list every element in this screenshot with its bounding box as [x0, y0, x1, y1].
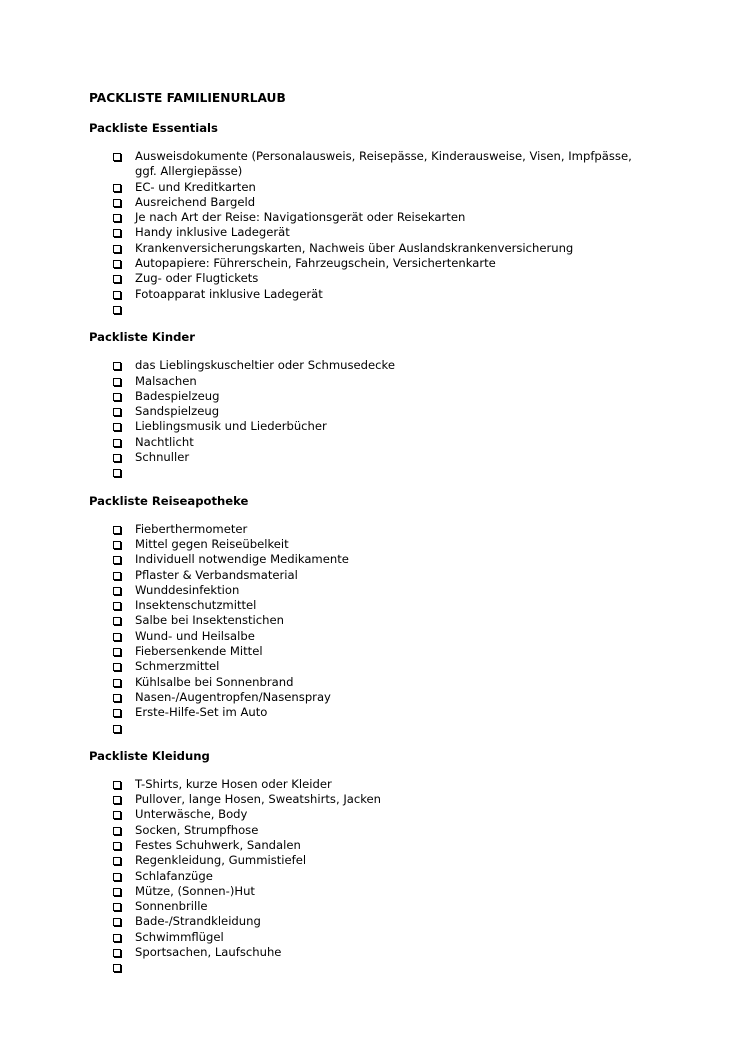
checklist-item-label: Wund- und Heilsalbe [135, 628, 255, 643]
checkbox-icon[interactable] [113, 526, 121, 534]
checklist-item [135, 225, 649, 240]
checkbox-icon[interactable] [113, 709, 121, 717]
checklist-item [135, 659, 649, 674]
checkbox-icon[interactable] [113, 229, 121, 237]
checklist-item-label: EC- und Kreditkarten [135, 179, 256, 194]
checkbox-icon[interactable] [113, 781, 121, 789]
checkbox-icon[interactable] [113, 694, 121, 702]
checklist-item [135, 690, 649, 705]
checkbox-icon[interactable] [113, 648, 121, 656]
checkbox-icon[interactable] [113, 903, 121, 911]
checklist [89, 522, 649, 736]
checkbox-icon[interactable] [113, 827, 121, 835]
section-title: Packliste Kinder [89, 330, 195, 345]
checklist-item-label: Pflaster & Verbandsmaterial [135, 567, 298, 582]
checklist-item-label [135, 465, 139, 479]
checkbox-icon[interactable] [113, 602, 121, 610]
section [89, 120, 649, 317]
checklist [89, 149, 649, 317]
checkbox-icon[interactable] [113, 873, 121, 881]
checklist-item [135, 675, 649, 690]
checklist-item-label: Autopapiere: Führerschein, Fahrzeugschein, Versichertenkarte [135, 256, 496, 271]
checklist-item-label: Lieblingsmusik und Liederbücher [135, 419, 327, 434]
checklist-item-label: Schwimmflügel [135, 929, 224, 944]
checkbox-icon[interactable] [113, 469, 121, 477]
checkbox-icon[interactable] [113, 842, 121, 850]
checklist-item [135, 807, 649, 822]
checklist-item [135, 792, 649, 807]
checklist-item [135, 180, 649, 195]
document-title: PACKLISTE FAMILIENURLAUB [89, 91, 286, 105]
checkbox-icon[interactable] [113, 949, 121, 957]
checklist-item [135, 256, 649, 271]
checklist-item [135, 210, 649, 225]
section-title: Packliste Reiseapotheke [89, 493, 249, 508]
checklist-item [135, 613, 649, 628]
checklist-item-label: Nachtlicht [135, 434, 194, 449]
checkbox-icon[interactable] [113, 362, 121, 370]
checkbox-icon[interactable] [113, 617, 121, 625]
checklist-item [135, 583, 649, 598]
checklist-item-label: Socken, Strumpfhose [135, 822, 259, 837]
checklist-item [135, 568, 649, 583]
checkbox-icon[interactable] [113, 260, 121, 268]
checkbox-icon[interactable] [113, 934, 121, 942]
checklist-item-label: Mittel gegen Reiseübelkeit [135, 536, 289, 551]
checkbox-icon[interactable] [113, 541, 121, 549]
checklist [89, 777, 649, 976]
checkbox-icon[interactable] [113, 214, 121, 222]
checklist-item [135, 914, 649, 929]
checklist-item-label: Ausreichend Bargeld [135, 194, 256, 209]
checklist-item [135, 537, 649, 552]
checklist-item [135, 945, 649, 960]
document-page [89, 90, 649, 988]
checklist-item [135, 930, 649, 945]
checklist-item [135, 869, 649, 884]
checkbox-icon[interactable] [113, 393, 121, 401]
checklist-item-label: Bade-/Strandkleidung [135, 914, 261, 929]
checkbox-icon[interactable] [113, 199, 121, 207]
checklist-item [135, 389, 649, 404]
checklist-item-label: Schnuller [135, 450, 190, 465]
checklist-item [135, 629, 649, 644]
checklist-item [135, 465, 649, 480]
checklist-item-label: Individuell notwendige Medikamente [135, 552, 349, 567]
checkbox-icon[interactable] [113, 888, 121, 896]
checklist-item-label: Fieberthermometer [135, 521, 248, 536]
checklist-item-label: das Lieblingskuscheltier oder Schmusedecke [135, 358, 395, 373]
checklist-item [135, 705, 649, 720]
checklist-item-label [135, 721, 139, 735]
checklist-item [135, 838, 649, 853]
sections-container [89, 120, 649, 976]
checklist-item-label: Regenkleidung, Gummistiefel [135, 853, 307, 868]
checklist-item [135, 195, 649, 210]
checklist-item-label: Handy inklusive Ladegerät [135, 225, 290, 240]
checkbox-icon[interactable] [113, 556, 121, 564]
checkbox-icon[interactable] [113, 587, 121, 595]
checklist-item-label [135, 960, 139, 974]
checklist-item-label: Nasen-/Augentropfen/Nasenspray [135, 689, 331, 704]
checklist-item [135, 899, 649, 914]
checkbox-icon[interactable] [113, 245, 121, 253]
checkbox-icon[interactable] [113, 423, 121, 431]
checklist-item [135, 721, 649, 736]
checklist [89, 358, 649, 480]
checkbox-icon[interactable] [113, 918, 121, 926]
checkbox-icon[interactable] [113, 679, 121, 687]
checklist-item-label: T-Shirts, kurze Hosen oder Kleider [135, 776, 332, 791]
section [89, 493, 649, 736]
checklist-item-label: Sportsachen, Laufschuhe [135, 945, 282, 960]
checkbox-icon[interactable] [113, 811, 121, 819]
checklist-item-label: Malsachen [135, 373, 197, 388]
checkbox-icon[interactable] [113, 857, 121, 865]
checkbox-icon[interactable] [113, 291, 121, 299]
checklist-item-label: Sandspielzeug [135, 404, 220, 419]
checkbox-icon[interactable] [113, 153, 121, 161]
checkbox-icon[interactable] [113, 184, 121, 192]
checklist-item [135, 960, 649, 975]
checklist-item-label: Festes Schuhwerk, Sandalen [135, 837, 301, 852]
checklist-item-label: Schlafanzüge [135, 868, 213, 883]
checklist-item [135, 823, 649, 838]
checklist-item-label: Ausweisdokumente (Personalausweis, Reisepässe, Kinderausweise, Visen, Impfpässe, ggf. Allergiepässe) [135, 149, 632, 179]
checklist-item-label [135, 302, 139, 316]
checkbox-icon[interactable] [113, 725, 121, 733]
checkbox-icon[interactable] [113, 796, 121, 804]
checklist-item [135, 271, 649, 286]
checklist-item-label: Zug- oder Flugtickets [135, 271, 259, 286]
checkbox-icon[interactable] [113, 378, 121, 386]
checkbox-icon[interactable] [113, 439, 121, 447]
checklist-item-label: Insektenschutzmittel [135, 598, 257, 613]
checklist-item [135, 884, 649, 899]
checklist-item-label: Fotoapparat inklusive Ladegerät [135, 286, 323, 301]
checklist-item [135, 302, 649, 317]
checklist-item-label: Kühlsalbe bei Sonnenbrand [135, 674, 294, 689]
checkbox-icon[interactable] [113, 663, 121, 671]
checkbox-icon[interactable] [113, 633, 121, 641]
checkbox-icon[interactable] [113, 306, 121, 314]
checklist-item [135, 404, 649, 419]
checklist-item [135, 149, 649, 180]
section-title: Packliste Kleidung [89, 748, 210, 763]
checklist-item [135, 358, 649, 373]
checklist-item-label: Salbe bei Insektenstichen [135, 613, 284, 628]
checklist-item [135, 552, 649, 567]
checklist-item-label: Wunddesinfektion [135, 582, 240, 597]
checklist-item-label: Unterwäsche, Body [135, 807, 248, 822]
checklist-item-label: Schmerzmittel [135, 659, 220, 674]
checklist-item-label: Krankenversicherungskarten, Nachweis über Auslandskrankenversicherung [135, 240, 574, 255]
checklist-item [135, 435, 649, 450]
checklist-item-label: Fiebersenkende Mittel [135, 644, 263, 659]
checklist-item-label: Pullover, lange Hosen, Sweatshirts, Jacken [135, 792, 381, 807]
checkbox-icon[interactable] [113, 408, 121, 416]
section [89, 329, 649, 480]
section-title: Packliste Essentials [89, 121, 218, 135]
checklist-item [135, 644, 649, 659]
checklist-item [135, 374, 649, 389]
checkbox-icon[interactable] [113, 572, 121, 580]
checklist-item [135, 777, 649, 792]
checkbox-icon[interactable] [113, 454, 121, 462]
checklist-item [135, 241, 649, 256]
checkbox-icon[interactable] [113, 275, 121, 283]
checklist-item [135, 853, 649, 868]
checklist-item [135, 598, 649, 613]
checklist-item-label: Erste-Hilfe-Set im Auto [135, 705, 268, 720]
checklist-item-label: Mütze, (Sonnen-)Hut [135, 883, 255, 898]
checklist-item [135, 419, 649, 434]
checklist-item [135, 450, 649, 465]
checklist-item-label: Sonnenbrille [135, 899, 208, 914]
checklist-item-label: Je nach Art der Reise: Navigationsgerät oder Reisekarten [135, 210, 466, 225]
checkbox-icon[interactable] [113, 964, 121, 972]
checklist-item-label: Badespielzeug [135, 388, 220, 403]
checklist-item [135, 522, 649, 537]
section [89, 748, 649, 976]
checklist-item [135, 287, 649, 302]
